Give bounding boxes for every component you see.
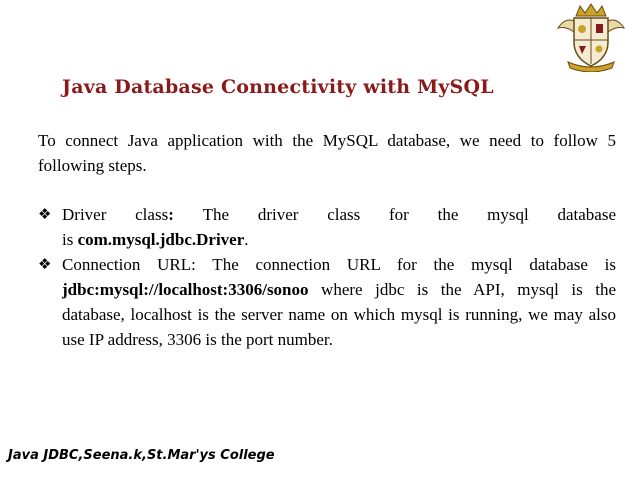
bullet-driver-class bbox=[38, 202, 616, 252]
college-crest-icon bbox=[554, 2, 628, 72]
driver-class-name: com.mysql.jdbc.Driver bbox=[77, 230, 245, 249]
bullet-connection-text: Connection URL: The connection URL for the mysql database is jdbc:mysql://localhost:3306/sonoo where jdbc is the API, mysql is the database, localhost is the server name on which mysql is running, we may also use IP address, 3306 is the port number. bbox=[62, 255, 616, 349]
diamond-bullet-icon: ❖ bbox=[38, 255, 52, 273]
footer-credit: Java JDBC,Seena.k,St.Mar'ys College bbox=[8, 448, 275, 463]
slide-title: Java Database Connectivity with MySQL bbox=[62, 76, 494, 98]
intro-paragraph: To connect Java application with the MySQL database, we need to follow 5 following steps. bbox=[38, 131, 616, 175]
connection-url-value: jdbc:mysql://localhost:3306/sonoo bbox=[62, 280, 309, 299]
diamond-bullet-icon: ❖ bbox=[38, 205, 52, 223]
bullet-connection-url bbox=[38, 252, 616, 352]
bullet-driver-line2: is com.mysql.jdbc.Driver. bbox=[62, 230, 249, 249]
bullet-driver-line1: Driver class: The driver class for the mysql database bbox=[62, 205, 616, 224]
